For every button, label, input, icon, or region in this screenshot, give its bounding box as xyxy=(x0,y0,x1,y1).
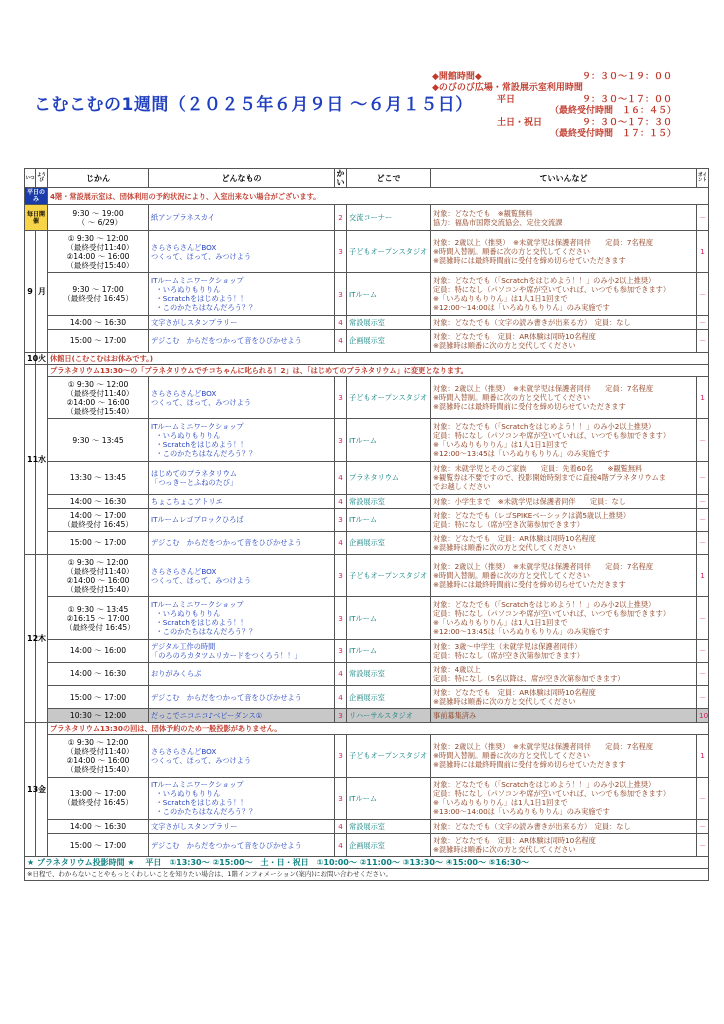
event-time: 14:00 ～ 16:30 xyxy=(48,315,149,329)
event-row xyxy=(25,376,709,418)
event-time: 9:30 ～ 13:45 xyxy=(48,419,149,461)
closed-row xyxy=(25,352,709,364)
header-kai: かい xyxy=(336,169,345,187)
day-date: 12 xyxy=(25,554,36,722)
open-label: ◆開館時間◆ xyxy=(432,72,482,82)
day-weekday: 水 xyxy=(36,364,48,554)
event-point: 10 xyxy=(697,709,709,723)
event-floor: 4 xyxy=(335,834,347,857)
event-point: 1 xyxy=(697,231,709,273)
event-name: ITルームミニワークショップ ・いろぬりもりりん ・Scratchをはじめよう！！ ・このかたちはなんだろう？？ xyxy=(149,273,335,315)
event-floor: 3 xyxy=(335,735,347,777)
day-weekday: 火 xyxy=(36,352,48,364)
header-donna: どんなもの xyxy=(149,169,335,188)
footer-note-row xyxy=(25,869,709,881)
event-row xyxy=(25,662,709,685)
event-point: － xyxy=(697,686,709,709)
day-weekday: 金 xyxy=(36,723,48,857)
event-place: 企画展示室 xyxy=(347,686,431,709)
event-place: 企画展示室 xyxy=(347,834,431,857)
event-place: 子どもオープンスタジオ xyxy=(347,735,431,777)
event-place: リハーサルスタジオ xyxy=(347,709,431,723)
header-jikan: じかん xyxy=(48,169,149,188)
event-detail: 対象：2歳以上（推奨） ※未就学児は保護者同伴 定員：7名程度 ※時間入替制。順番に次の方と交代してください ※混雑時には最終時間前に受付を締め切らせていただきます xyxy=(431,376,697,418)
event-name: デジこむ からだをつかって音をひびかせよう xyxy=(149,834,335,857)
day-date: 13 xyxy=(25,723,36,857)
event-place: ITルーム xyxy=(347,508,431,531)
event-detail: 対象：どなたでも（「Scratchをはじめよう！！」のみ小2以上推奨） 定員：特になし（パソコンや席が空いていれば、いつでも参加できます） ※「いろぬりもりりん」は1人1日1回まで ※12:00～13:45は「いろぬりもりりん」のみ実施です xyxy=(431,597,697,639)
event-floor: 4 xyxy=(335,820,347,834)
event-floor: 3 xyxy=(335,376,347,418)
event-name: デジタル工作の時間 「のろのろカタツムリカードをつくろう！！」 xyxy=(149,639,335,662)
weekend-last: （最終受付時間 １７：１５） xyxy=(550,128,677,139)
event-floor: 3 xyxy=(335,597,347,639)
event-floor: 4 xyxy=(335,329,347,352)
event-time: 14:00 ～ 17:00 （最終受付 16:45） xyxy=(48,508,149,531)
event-name: ITルームミニワークショップ ・いろぬりもりりん ・Scratchをはじめよう！！ ・このかたちはなんだろう？？ xyxy=(149,419,335,461)
event-place: プラネタリウム xyxy=(347,461,431,494)
daily-place: 交流コーナー xyxy=(347,205,431,231)
event-point: － xyxy=(697,639,709,662)
weekend-label: 土日・祝日 xyxy=(497,117,543,128)
event-name: ITルームミニワークショップ ・いろぬりもりりん ・Scratchをはじめよう！！ ・このかたちはなんだろう？？ xyxy=(149,777,335,819)
event-row xyxy=(25,597,709,639)
day-date: 10 xyxy=(25,352,36,364)
weekday-label: 平日 xyxy=(497,94,516,105)
event-time: ① 9:30 ～ 12:00 （最終受付11:40） ②14:00 ～ 16:00 （最終受付15:40） xyxy=(48,554,149,596)
event-name: さらさらさんどBOX つくって、ほって、みつけよう xyxy=(149,735,335,777)
event-detail: 対象：どなたでも（文字の読み書きが出来る方） 定員：なし xyxy=(431,315,697,329)
event-name: はじめてのプラネタリウム 「つっきーとふねのたび」 xyxy=(149,461,335,494)
event-place: ITルーム xyxy=(347,597,431,639)
day-weekday: 木 xyxy=(36,554,48,722)
event-row xyxy=(25,834,709,857)
event-floor: 4 xyxy=(335,686,347,709)
event-detail: 対象：どなたでも 定員：AR体験は同時10名程度 ※混雑時は順番に次の方と交代してください xyxy=(431,329,697,352)
closed-notice: 休館日(こむこむはお休みです。) xyxy=(48,352,709,364)
plaza-label: ◆のびのび広場・常設展示室利用時間 xyxy=(432,83,583,94)
event-place: 常設展示室 xyxy=(347,315,431,329)
header-point: ポイント xyxy=(697,169,709,188)
daily-point: － xyxy=(697,205,709,231)
event-time: 15:00 ～ 17:00 xyxy=(48,329,149,352)
open-value: ９：３０～１９：００ xyxy=(582,72,673,82)
daily-time: 9:30 ～ 19:00 （ ～ 6/29） xyxy=(48,205,149,231)
schedule-table xyxy=(24,168,709,881)
event-place: ITルーム xyxy=(347,777,431,819)
event-detail: 対象：どなたでも 定員：AR体験は同時10名程度 ※混雑時は順番に次の方と交代してください xyxy=(431,834,697,857)
event-name: おりがみくらぶ xyxy=(149,662,335,685)
event-place: 常設展示室 xyxy=(347,820,431,834)
event-place: 常設展示室 xyxy=(347,662,431,685)
event-detail: 対象：どなたでも（「Scratchをはじめよう！！」のみ小2以上推奨） 定員：特になし（パソコンや席が空いていれば、いつでも参加できます） ※「いろぬりもりりん」は1人1日1回まで ※12:00～14:00は「いろぬりもりりん」のみ実施です xyxy=(431,273,697,315)
event-point: 1 xyxy=(697,735,709,777)
event-point: － xyxy=(697,531,709,554)
event-time: ① 9:30 ～ 12:00 （最終受付11:40） ②14:00 ～ 16:00 （最終受付15:40） xyxy=(48,735,149,777)
event-name: デジこむ からだをつかって音をひびかせよう xyxy=(149,686,335,709)
event-detail: 対象：どなたでも（レゴSPIKEベーシックは満5歳以上推奨） 定員：特になし（席が空き次第参加できます） xyxy=(431,508,697,531)
event-row xyxy=(25,686,709,709)
header-youbi: ようび xyxy=(36,169,48,188)
event-detail: 対象：どなたでも（「Scratchをはじめよう！！」のみ小2以上推奨） 定員：特になし（パソコンや席が空いていれば、いつでも参加できます） ※「いろぬりもりりん」は1人1日1回まで ※12:00～13:45は「いろぬりもりりん」のみ実施です xyxy=(431,419,697,461)
event-row xyxy=(25,461,709,494)
weekday-notice: 4階・常設展示室は、団体利用の予約状況により、入室出来ない場合がございます。 xyxy=(48,188,709,205)
event-detail: 対象：2歳以上（推奨） ※未就学児は保護者同伴 定員：7名程度 ※時間入替制。順番に次の方と交代してください ※混雑時には最終時間前に受付を締め切らせていただきます xyxy=(431,735,697,777)
weekday-value: ９：３０～１７：００ xyxy=(582,94,673,105)
event-place: ITルーム xyxy=(347,273,431,315)
event-point: － xyxy=(697,777,709,819)
event-detail: 対象：3歳～中学生（未就学児は保護者同伴） 定員：特になし（席が空き次第参加できます） xyxy=(431,639,697,662)
daily-badge: 毎日開催 xyxy=(25,205,48,231)
event-name: 文字さがしスタンプラリー xyxy=(149,820,335,834)
weekday-last: （最終受付時間 １６：４５） xyxy=(550,106,677,117)
event-time: 15:00 ～ 17:00 xyxy=(48,531,149,554)
event-time: ① 9:30 ～ 12:00 （最終受付11:40） ②14:00 ～ 16:00 （最終受付15:40） xyxy=(48,231,149,273)
event-floor: 4 xyxy=(335,315,347,329)
event-name: さらさらさんどBOX つくって、ほって、みつけよう xyxy=(149,231,335,273)
event-time: ① 9:30 ～ 13:45 ②16:15 ～ 17:00 （最終受付 16:45） xyxy=(48,597,149,639)
day-notice-row xyxy=(25,364,709,376)
event-detail: 対象：どなたでも 定員：AR体験は同時10名程度 ※混雑時は順番に次の方と交代してください xyxy=(431,531,697,554)
day-notice: プラネタリウム13:30の回は、団体予約のため一般投影がありません。 xyxy=(48,723,709,735)
event-row xyxy=(25,231,709,273)
event-time: 14:00 ～ 16:00 xyxy=(48,639,149,662)
daily-floor: 2 xyxy=(335,205,347,231)
event-time: 10:30 ～ 12:00 xyxy=(48,709,149,723)
event-point: － xyxy=(697,315,709,329)
event-time: 14:00 ～ 16:30 xyxy=(48,820,149,834)
event-place: 企画展示室 xyxy=(347,329,431,352)
event-point: － xyxy=(697,597,709,639)
event-time: 13:00 ～ 17:00 （最終受付 16:45） xyxy=(48,777,149,819)
day-notice-row xyxy=(25,723,709,735)
event-time: 15:00 ～ 17:00 xyxy=(48,686,149,709)
event-floor: 4 xyxy=(335,494,347,508)
event-floor: 3 xyxy=(335,709,347,723)
event-point: － xyxy=(697,329,709,352)
event-name: さらさらさんどBOX つくって、ほって、みつけよう xyxy=(149,554,335,596)
event-detail: 対象：未就学児とそのご家族 定員：先着60名 ※観覧無料 ※観覧券は不要ですので、投影開始時刻までに直接4階プラネタリウムま でお越しください xyxy=(431,461,697,494)
header-row xyxy=(25,169,709,188)
event-place: ITルーム xyxy=(347,419,431,461)
event-row xyxy=(25,329,709,352)
event-time: 13:30 ～ 13:45 xyxy=(48,461,149,494)
event-name: ITルームレゴブロックひろば xyxy=(149,508,335,531)
event-row xyxy=(25,820,709,834)
event-floor: 3 xyxy=(335,419,347,461)
event-time: ① 9:30 ～ 12:00 （最終受付11:40） ②14:00 ～ 16:00 （最終受付15:40） xyxy=(48,376,149,418)
header-teiinn: ていいんなど xyxy=(431,169,697,188)
page-title: こむこむの1週間（２０２５年６月９日 ～６月１５日） xyxy=(34,95,473,115)
event-detail: 対象：4歳以上 定員：特になし（5名以降は、席が空き次第参加できます） xyxy=(431,662,697,685)
event-detail: 事前募集済み xyxy=(431,709,697,723)
daily-row xyxy=(25,205,709,231)
event-point: － xyxy=(697,273,709,315)
event-name: ちょこちょこアトリエ xyxy=(149,494,335,508)
event-point: － xyxy=(697,419,709,461)
event-place: 子どもオープンスタジオ xyxy=(347,231,431,273)
header-dokode: どこで xyxy=(347,169,431,188)
day-notice: プラネタリウム13:30～の「プラネタリウムでチコちゃんに叱られる！2」は、「はじめてのプラネタリウム」に変更となります。 xyxy=(48,364,709,376)
footer-planetarium-row xyxy=(25,857,709,869)
day-weekday: 月 xyxy=(36,231,48,353)
event-point: 1 xyxy=(697,554,709,596)
event-floor: 4 xyxy=(335,461,347,494)
event-detail: 対象：どなたでも 定員：AR体験は同時10名程度 ※混雑時は順番に次の方と交代してください xyxy=(431,686,697,709)
event-floor: 3 xyxy=(335,777,347,819)
event-name: ITルームミニワークショップ ・いろぬりもりりん ・Scratchをはじめよう！！ ・このかたちはなんだろう？？ xyxy=(149,597,335,639)
event-time: 14:00 ～ 16:30 xyxy=(48,662,149,685)
weekend-value: ９：３０～１７：３０ xyxy=(582,117,673,128)
event-place: 常設展示室 xyxy=(347,494,431,508)
event-row xyxy=(25,494,709,508)
event-place: 子どもオープンスタジオ xyxy=(347,376,431,418)
event-point: － xyxy=(697,461,709,494)
event-row xyxy=(25,709,709,723)
event-detail: 対象：どなたでも（「Scratchをはじめよう！！」のみ小2以上推奨） 定員：特になし（パソコンや席が空いていれば、いつでも参加できます） ※「いろぬりもりりん」は1人1日1回まで ※13:00～14:00は「いろぬりもりりん」のみ実施です xyxy=(431,777,697,819)
event-name: 文字さがしスタンプラリー xyxy=(149,315,335,329)
event-detail: 対象：小学生まで ※未就学児は保護者同伴 定員：なし xyxy=(431,494,697,508)
event-row xyxy=(25,777,709,819)
event-row xyxy=(25,419,709,461)
event-point: 1 xyxy=(697,376,709,418)
event-point: － xyxy=(697,494,709,508)
day-date: 11 xyxy=(25,364,36,554)
event-name: デジこむ からだをつかって音をひびかせよう xyxy=(149,531,335,554)
event-row xyxy=(25,531,709,554)
weekday-notice-row xyxy=(25,188,709,205)
footer-note: ※日程で、わからないことやもっとくわしいことを知りたい場合は、1階インフォメーション(案内)にお問い合わせください。 xyxy=(25,869,709,881)
event-floor: 3 xyxy=(335,273,347,315)
event-row xyxy=(25,315,709,329)
event-floor: 3 xyxy=(335,508,347,531)
event-point: － xyxy=(697,662,709,685)
event-name: だっこでニコニコ♪ベビーダンス① xyxy=(149,709,335,723)
day-date: 9 xyxy=(25,231,36,353)
event-name: デジこむ からだをつかって音をひびかせよう xyxy=(149,329,335,352)
event-floor: 3 xyxy=(335,639,347,662)
event-row xyxy=(25,508,709,531)
event-detail: 対象：2歳以上（推奨） ※未就学児は保護者同伴 定員：7名程度 ※時間入替制。順番に次の方と交代してください ※混雑時には最終時間前に受付を締め切らせていただきます xyxy=(431,554,697,596)
event-row xyxy=(25,639,709,662)
weekday-only-badge: 平日のみ xyxy=(25,188,48,205)
event-place: 企画展示室 xyxy=(347,531,431,554)
event-place: 子どもオープンスタジオ xyxy=(347,554,431,596)
event-floor: 3 xyxy=(335,231,347,273)
event-point: － xyxy=(697,820,709,834)
event-floor: 4 xyxy=(335,662,347,685)
event-detail: 対象：2歳以上（推奨） ※未就学児は保護者同伴 定員：7名程度 ※時間入替制。順番に次の方と交代してください ※混雑時には最終時間前に受付を締め切らせていただきます xyxy=(431,231,697,273)
event-name: さらさらさんどBOX つくって、ほって、みつけよう xyxy=(149,376,335,418)
event-time: 14:00 ～ 16:30 xyxy=(48,494,149,508)
daily-name: 紙アンプラネスカイ xyxy=(149,205,335,231)
daily-detail: 対象：どなたでも ※観覧無料 協力：福島市国際交流協会、定住交流課 xyxy=(431,205,697,231)
event-row xyxy=(25,554,709,596)
event-floor: 3 xyxy=(335,554,347,596)
event-place: ITルーム xyxy=(347,639,431,662)
event-floor: 4 xyxy=(335,531,347,554)
planetarium-times: ★ プラネタリウム投影時間 ★ 平日 ①13:30～ ②15:00～ 土・日・祝日 ①10:00～ ②11:00～ ③13:30～ ④15:00～ ⑤16:30～ xyxy=(25,857,709,869)
event-point: － xyxy=(697,508,709,531)
event-point: － xyxy=(697,834,709,857)
event-time: 9:30 ～ 17:00 （最終受付 16:45） xyxy=(48,273,149,315)
header-itsu: いつ xyxy=(25,169,36,188)
event-row xyxy=(25,735,709,777)
event-row xyxy=(25,273,709,315)
event-detail: 対象：どなたでも（文字の読み書きが出来る方） 定員：なし xyxy=(431,820,697,834)
event-time: 15:00 ～ 17:00 xyxy=(48,834,149,857)
